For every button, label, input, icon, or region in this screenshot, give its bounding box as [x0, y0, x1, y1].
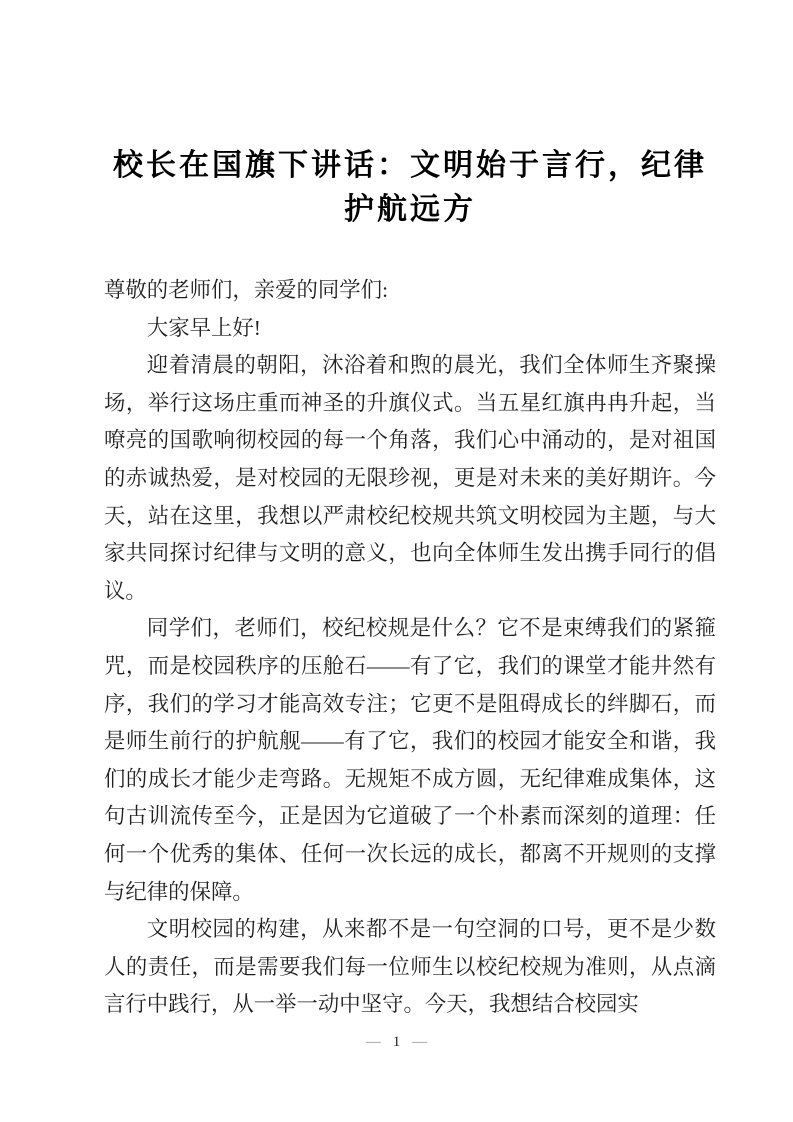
document-body [104, 272, 716, 1024]
paragraph-discipline-meaning: 同学们，老师们，校纪校规是什么？它不是束缚我们的紧箍咒，而是校园秩序的压舱石——有了它，我们的课堂才能井然有序，我们的学习才能高效专注；它更不是阻碍成长的绊脚石，而是师生前行的护航舰——有了它，我们的校园才能安全和谐，我们的成长才能少走弯路。无规矩不成方圆，无纪律难成集体，这句古训流传至今，正是因为它道破了一个朴素而深刻的道理：任何一个优秀的集体、任何一次长远的成长，都离不开规则的支撑与纪律的保障。 [104, 616, 716, 904]
document-content [104, 0, 716, 1024]
paragraph-salutation: 尊敬的老师们，亲爱的同学们: [104, 278, 389, 302]
page-footer [0, 1031, 793, 1053]
paragraph-opening-flag-ceremony: 迎着清晨的朝阳，沐浴着和煦的晨光，我们全体师生齐聚操场，举行这场庄重而神圣的升旗仪式。当五星红旗冉冉升起，当嘹亮的国歌响彻校园的每一个角落，我们心中涌动的，是对祖国的赤诚热爱，是对校园的无限珍视，更是对未来的美好期许。今天，站在这里，我想以严肃校纪校规共筑文明校园为主题，与大家共同探讨纪律与文明的意义，也向全体师生发出携手同行的倡议。 [104, 353, 716, 603]
footer-page-number: 1 [392, 1034, 401, 1050]
paragraph-civilized-campus: 文明校园的构建，从来都不是一句空洞的口号，更不是少数人的责任，而是需要我们每一位师生以校纪校规为准则，从点滴言行中践行，从一举一动中坚守。今天，我想结合校园实 [104, 917, 716, 1017]
document-title: 校长在国旗下讲话：文明始于言行，纪律护航远方 [113, 149, 707, 226]
footer-dash-left: — [365, 1034, 381, 1050]
footer-dash-right: — [412, 1034, 428, 1050]
paragraph-greeting: 大家早上好! [146, 315, 261, 340]
